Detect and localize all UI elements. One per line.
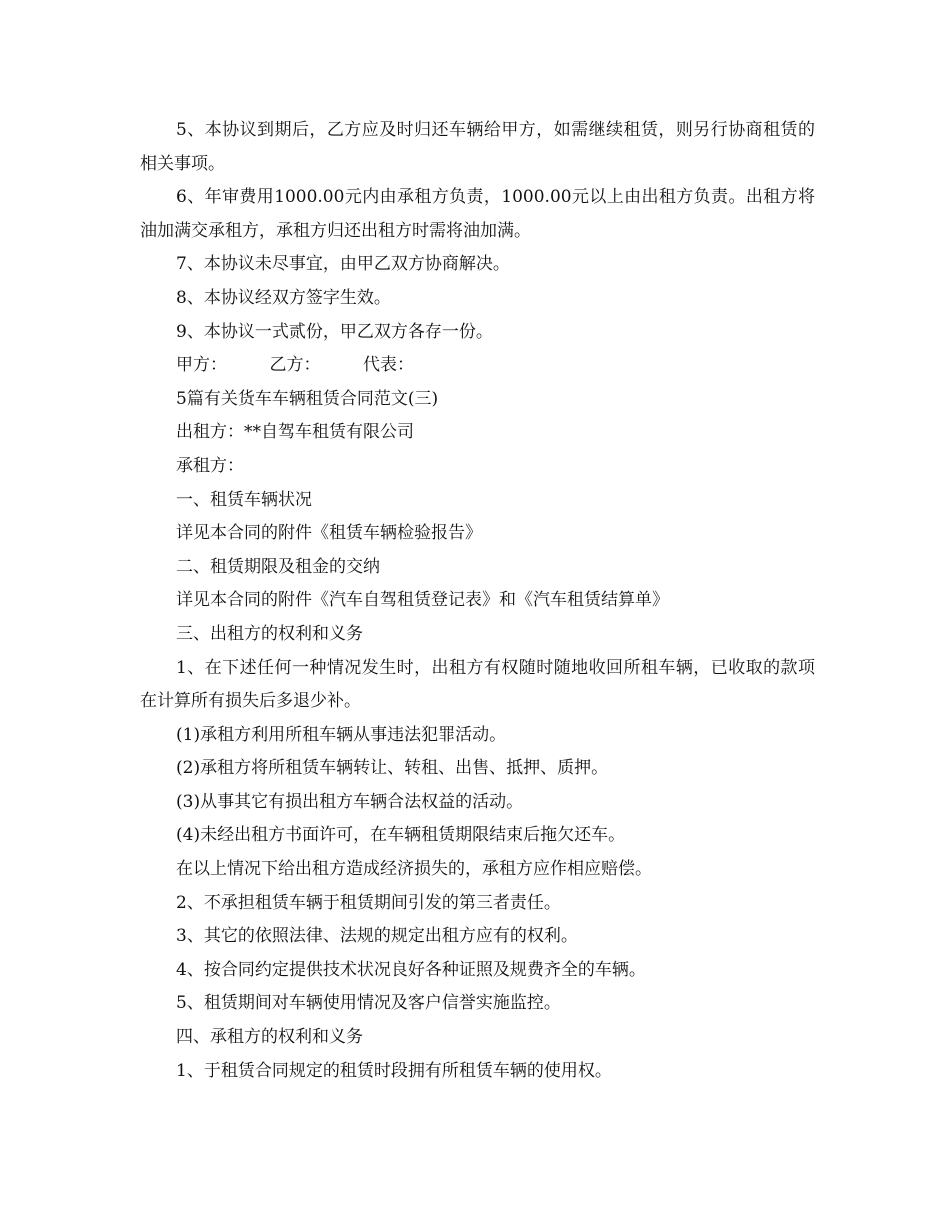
signature-line: 甲方： 乙方： 代表： bbox=[176, 355, 414, 376]
paragraph-lessor-right-5: 5、租赁期间对车辆使用情况及客户信誉实施监控。 bbox=[176, 993, 561, 1014]
paragraph-item-1: (1)承租方利用所租车辆从事违法犯罪活动。 bbox=[176, 724, 507, 745]
paragraph-item-2: (2)承租方将所租赁车辆转让、转租、出售、抵押、质押。 bbox=[176, 758, 609, 779]
paragraph-lessor-right-4: 4、按合同约定提供技术状况良好各种证照及规费齐全的车辆。 bbox=[176, 959, 646, 980]
lessee-line: 承租方： bbox=[176, 455, 244, 476]
paragraph-lessee-right-1: 1、于租赁合同规定的租赁时段拥有所租赁车辆的使用权。 bbox=[176, 1060, 612, 1081]
paragraph-compensation: 在以上情况下给出租方造成经济损失的，承租方应作相应赔偿。 bbox=[176, 859, 652, 880]
lessor-line: 出租方：**自驾车租赁有限公司 bbox=[176, 422, 414, 443]
paragraph-lease-registration: 详见本合同的附件《汽车自驾租赁登记表》和《汽车租赁结算单》 bbox=[176, 590, 669, 611]
paragraph-clause-5-return-vehicle: 5、本协议到期后，乙方应及时归还车辆给甲方，如需继续租赁，则另行协商租赁的相关事项。 bbox=[140, 120, 815, 174]
paragraph-lessor-right-1: 1、在下述任何一种情况发生时，出租方有权随时随地收回所租车辆，已收取的款项在计算所有损失后多退少补。 bbox=[140, 657, 815, 712]
section-title: 5篇有关货车车辆租赁合同范文(三) bbox=[176, 388, 439, 409]
paragraph-lessor-right-3: 3、其它的依照法律、法规的规定出租方应有的权利。 bbox=[176, 926, 578, 947]
heading-lease-term-rent: 二、租赁期限及租金的交纳 bbox=[176, 556, 380, 577]
paragraph-lessor-right-2: 2、不承担租赁车辆于租赁期间引发的第三者责任。 bbox=[176, 892, 561, 913]
heading-vehicle-status: 一、租赁车辆状况 bbox=[176, 489, 312, 510]
paragraph-vehicle-inspection-report: 详见本合同的附件《租赁车辆检验报告》 bbox=[176, 523, 482, 544]
paragraph-clause-8: 8、本协议经双方签字生效。 bbox=[176, 287, 391, 308]
paragraph-item-4: (4)未经出租方书面许可，在车辆租赁期限结束后拖欠还车。 bbox=[176, 825, 626, 846]
document-body bbox=[140, 114, 815, 1088]
paragraph-clause-7: 7、本协议未尽事宜，由甲乙双方协商解决。 bbox=[176, 254, 510, 275]
paragraph-clause-9: 9、本协议一式贰份，甲乙双方各存一份。 bbox=[176, 321, 493, 342]
heading-lessee-rights: 四、承租方的权利和义务 bbox=[176, 1027, 363, 1048]
paragraph-clause-6-inspection-fee: 6、年审费用1000.00元内由承租方负责，1000.00元以上由出租方负责。出租方将油加满交承租方，承租方归还出租方时需将油加满。 bbox=[140, 187, 815, 241]
paragraph-item-3: (3)从事其它有损出租方车辆合法权益的活动。 bbox=[176, 791, 524, 812]
heading-lessor-rights: 三、出租方的权利和义务 bbox=[176, 623, 363, 644]
